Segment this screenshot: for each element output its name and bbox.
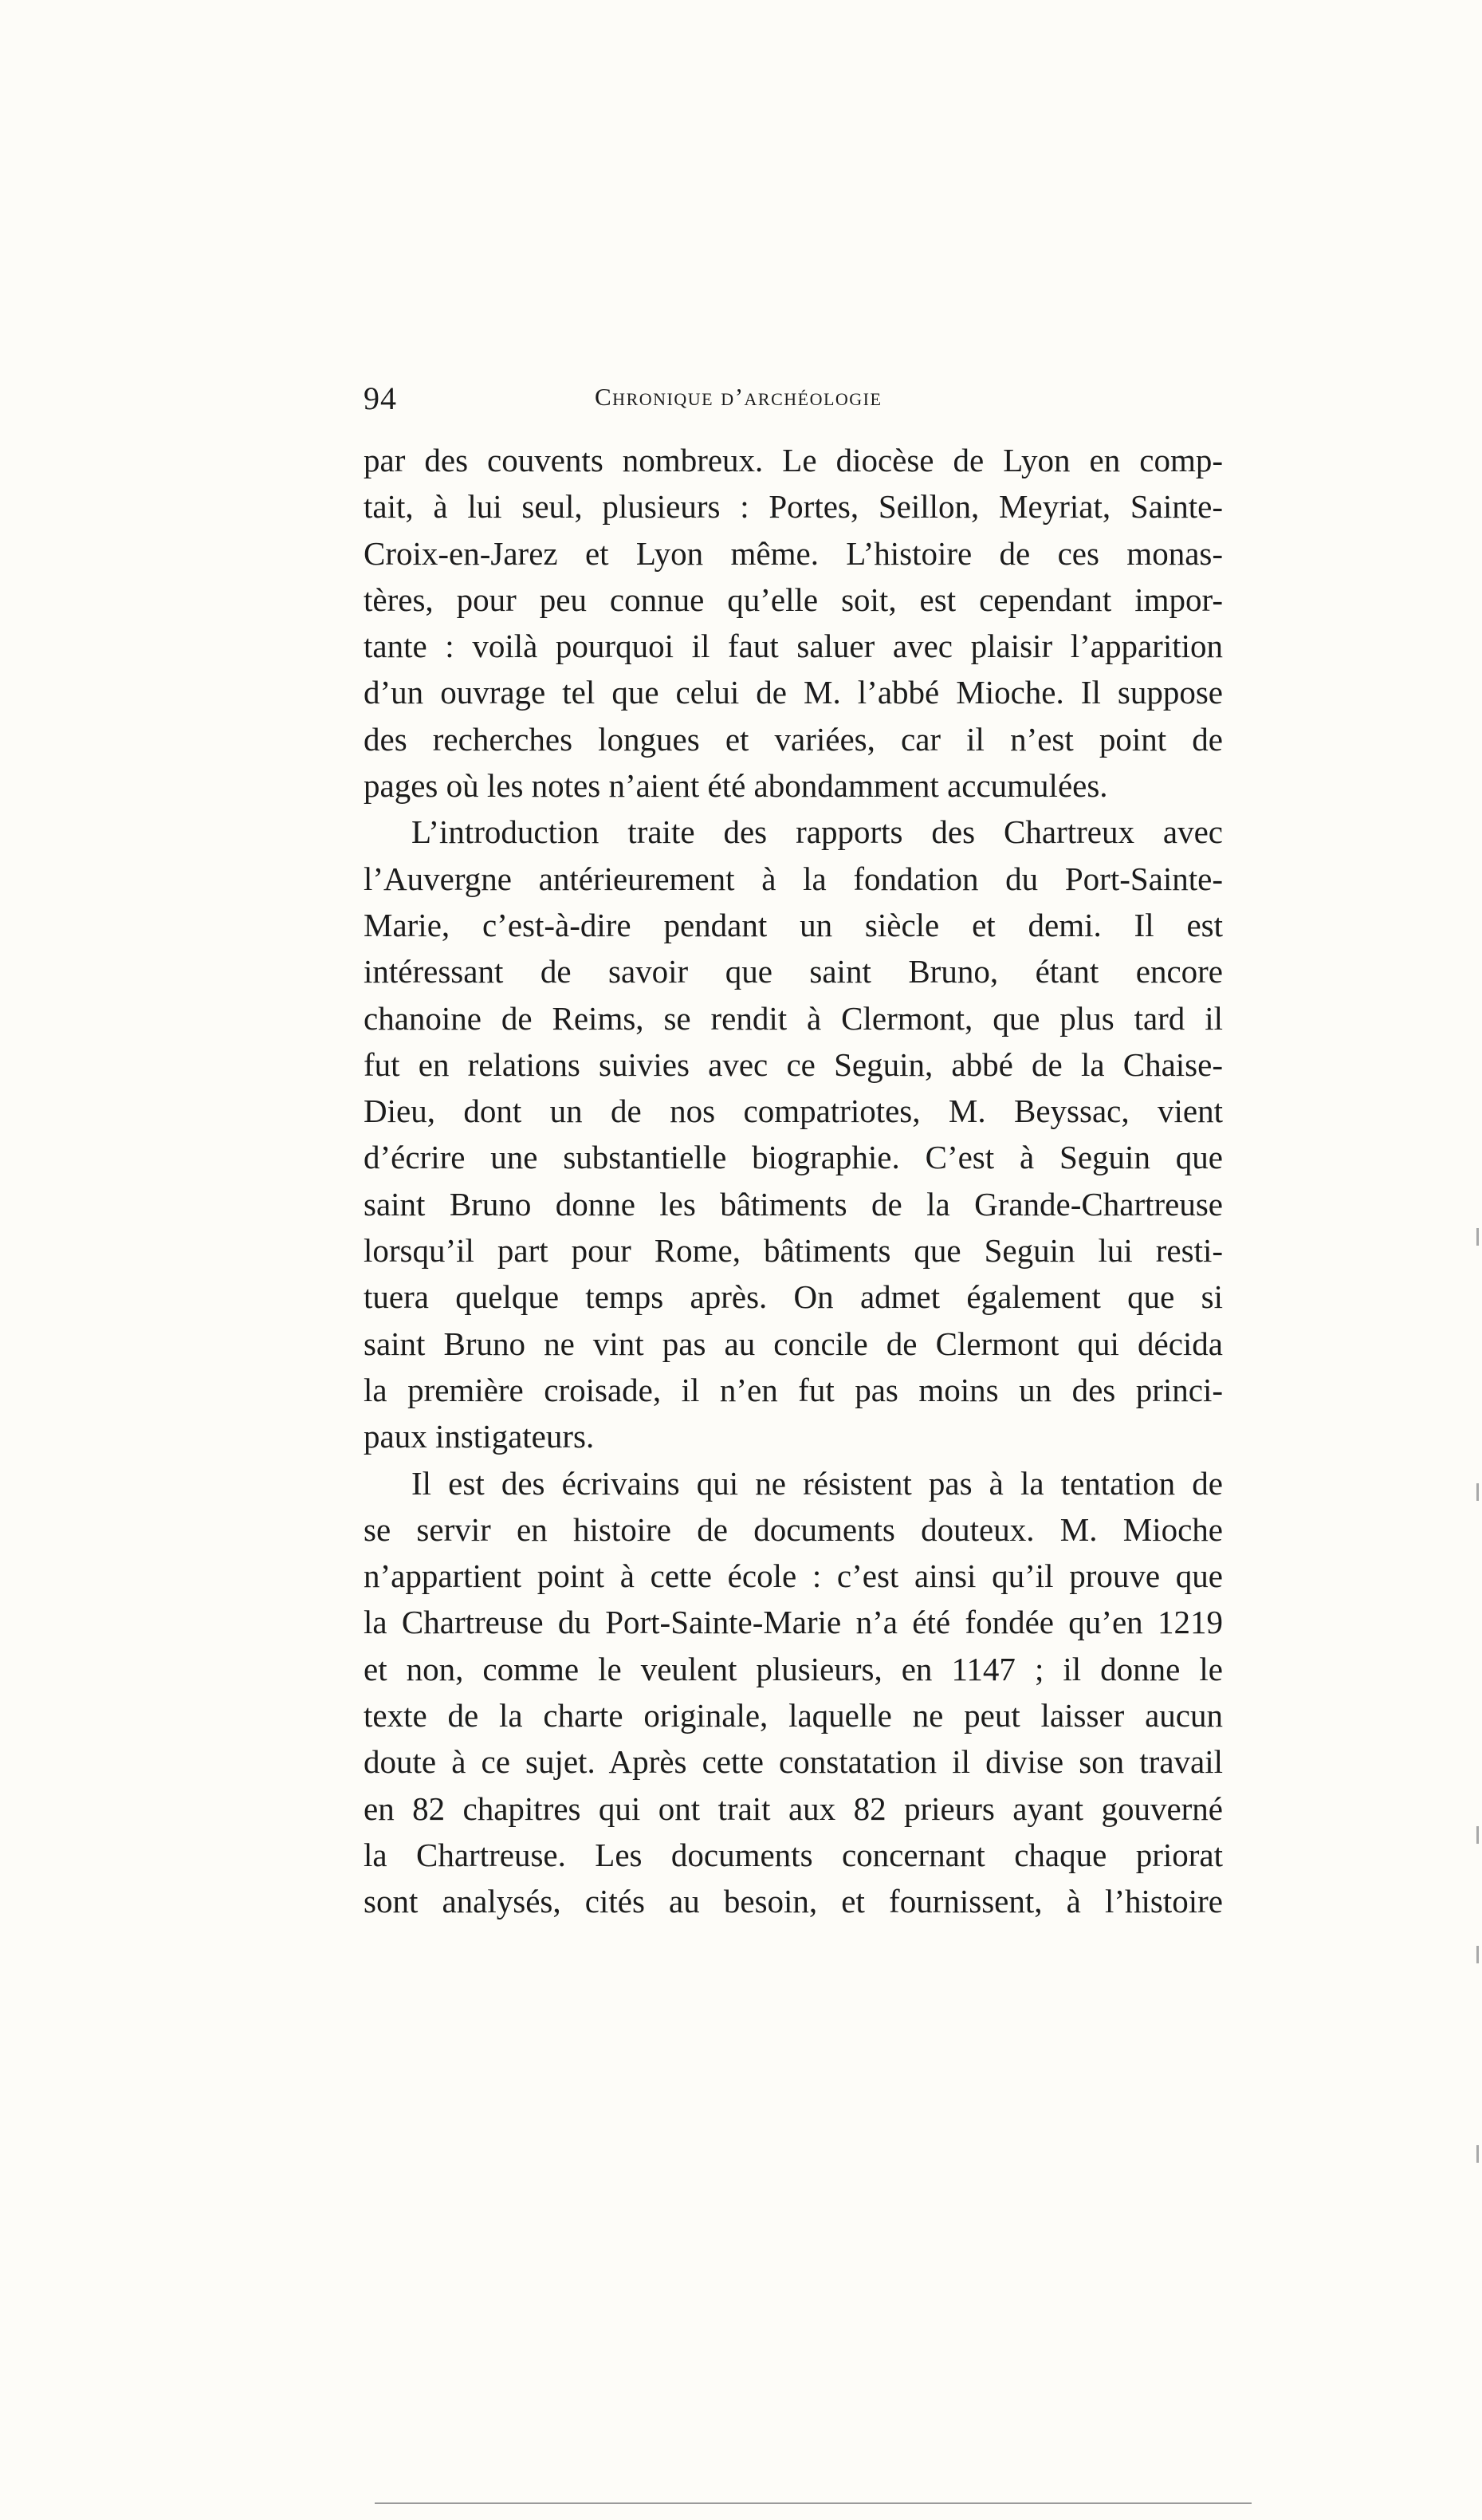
- text-line: texte de la charte originale, laquelle ne peut laisser aucun: [364, 1697, 1223, 1734]
- text-line: par des couvents nombreux. Le diocèse de Lyon en comp-: [364, 442, 1223, 478]
- running-head: [364, 375, 1225, 423]
- text-line: tuera quelque temps après. On admet également que si: [364, 1278, 1223, 1316]
- text-line: Dieu, dont un de nos compatriotes, M. Beyssac, vient: [364, 1093, 1223, 1130]
- scan-speck: [1476, 1228, 1479, 1246]
- body-text: [364, 437, 1223, 1925]
- text-line: la Chartreuse du Port-Sainte-Marie n’a été fondée qu’en 1219: [364, 1604, 1223, 1641]
- text-line: n’appartient point à cette école : c’est ainsi qu’il prouve que: [364, 1557, 1223, 1595]
- text-line: l’Auvergne antérieurement à la fondation du Port-Sainte-: [364, 860, 1223, 897]
- text-line: en 82 chapitres qui ont trait aux 82 prieurs ayant gouverné: [364, 1790, 1223, 1827]
- text-line: doute à ce sujet. Après cette constatation il divise son travail: [364, 1743, 1223, 1781]
- text-line: d’écrire une substantielle biographie. C’est à Seguin que: [364, 1139, 1223, 1176]
- text-line: fut en relations suivies avec ce Seguin, abbé de la Chaise-: [364, 1045, 1223, 1083]
- text-line: tait, à lui seul, plusieurs : Portes, Seillon, Meyriat, Sainte-: [364, 488, 1223, 526]
- running-title: Chronique d’archéologie: [595, 383, 883, 411]
- scan-speck: [1476, 2145, 1479, 2163]
- text-line: Marie, c’est-à-dire pendant un siècle et demi. Il est: [364, 906, 1223, 943]
- scan-speck: [1476, 1946, 1479, 1963]
- paragraph-1: [364, 437, 1223, 809]
- text-line: la première croisade, il n’en fut pas moins un des princi-: [364, 1371, 1223, 1408]
- text-line: Il est des écrivains qui ne résistent pas à la tentation de: [411, 1464, 1223, 1502]
- text-line: saint Bruno donne les bâtiments de la Grande-Chartreuse: [364, 1185, 1223, 1223]
- text-line: Croix-en-Jarez et Lyon même. L’histoire de ces monas-: [364, 534, 1223, 572]
- page-number: 94: [364, 380, 397, 416]
- text-line: chanoine de Reims, se rendit à Clermont, que plus tard il: [364, 999, 1223, 1037]
- text-line: et non, comme le veulent plusieurs, en 1147 ; il donne le: [364, 1650, 1223, 1687]
- text-line: des recherches longues et variées, car il n’est point de: [364, 720, 1223, 758]
- scan-speck: [1476, 1483, 1479, 1501]
- text-line: tante : voilà pourquoi il faut saluer avec plaisir l’apparition: [364, 628, 1223, 665]
- text-line: tères, pour peu connue qu’elle soit, est cependant impor-: [364, 581, 1223, 618]
- text-line: pages où les notes n’aient été abondamment accumulées.: [364, 767, 1108, 805]
- text-line: paux instigateurs.: [364, 1418, 595, 1455]
- text-line: d’un ouvrage tel que celui de M. l’abbé Mioche. Il suppose: [364, 674, 1223, 711]
- paragraph-2: [364, 809, 1223, 1459]
- scan-speck: [1476, 1826, 1479, 1844]
- text-line: se servir en histoire de documents douteux. M. Mioche: [364, 1510, 1223, 1548]
- text-line: L’introduction traite des rapports des Chartreux avec: [411, 813, 1223, 851]
- text-line: la Chartreuse. Les documents concernant chaque priorat: [364, 1836, 1223, 1873]
- bottom-rule: [375, 2502, 1252, 2504]
- text-line: lorsqu’il part pour Rome, bâtiments que Seguin lui resti-: [364, 1232, 1223, 1270]
- text-line: intéressant de savoir que saint Bruno, étant encore: [364, 953, 1223, 990]
- paragraph-3: [364, 1460, 1223, 1925]
- text-line: saint Bruno ne vint pas au concile de Clermont qui décida: [364, 1325, 1223, 1362]
- text-line: sont analysés, cités au besoin, et fournissent, à l’histoire: [364, 1883, 1223, 1920]
